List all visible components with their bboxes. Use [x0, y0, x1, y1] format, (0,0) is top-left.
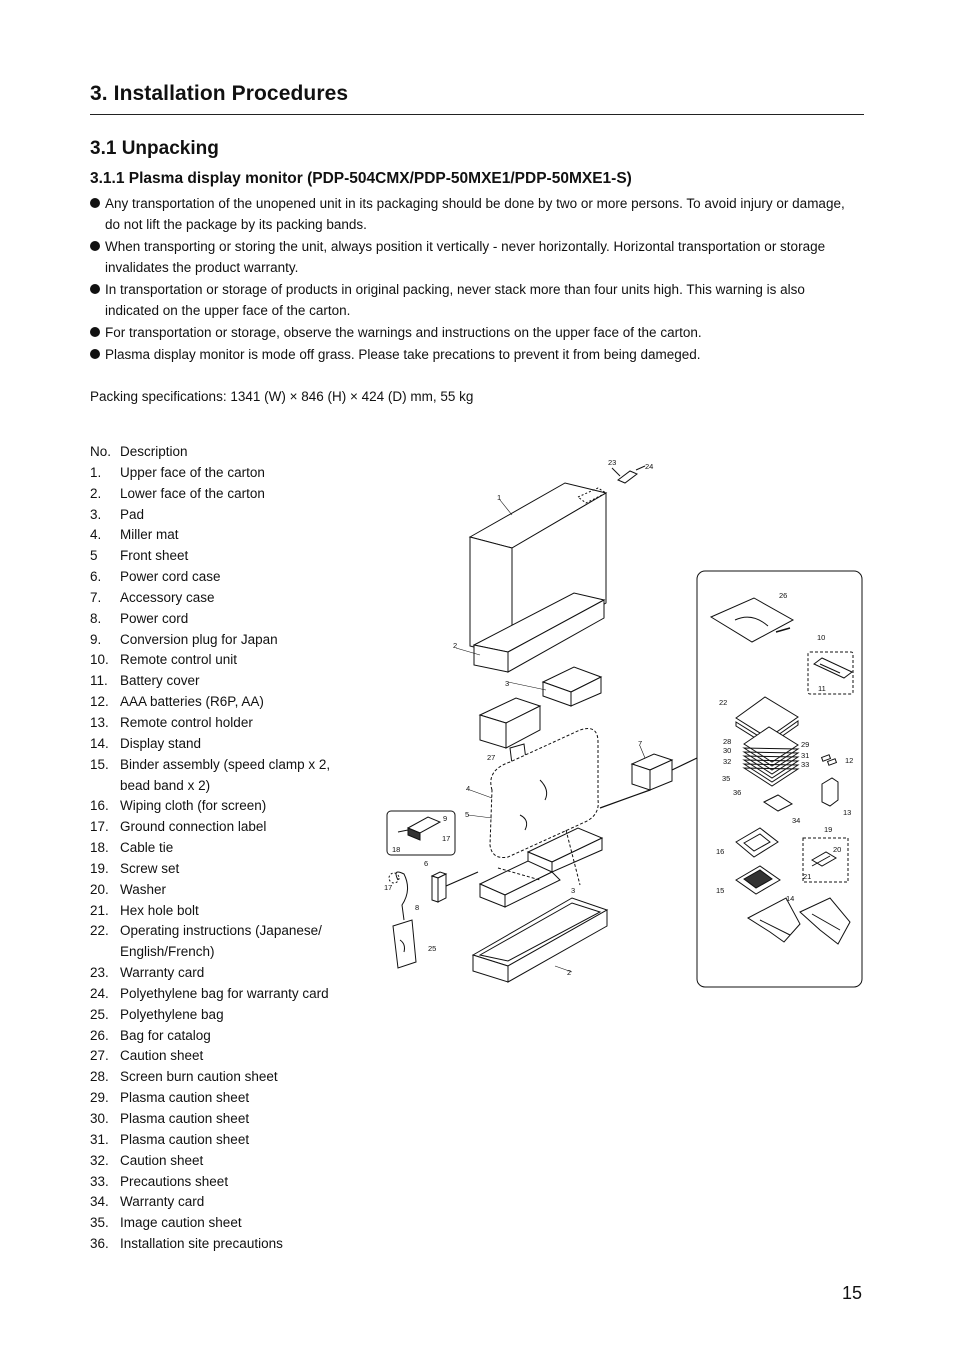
part-description: Warranty card: [120, 965, 205, 981]
warning-item: Any transportation of the unopened unit in its packaging should be done by two or more persons. To avoid injury or damage, do not lift the package by its packing bands.: [90, 193, 862, 235]
page-number: 15: [842, 1283, 863, 1303]
callout-14: 14: [786, 894, 795, 903]
warning-item: For transportation or storage, observe the warnings and instructions on the upper face of the carton.: [90, 322, 862, 343]
callout-24: 24: [645, 462, 654, 471]
part-number: 23.: [90, 965, 109, 981]
part-description: Cable tie: [120, 840, 174, 856]
callout-36: 36: [733, 788, 742, 797]
callout-4: 4: [466, 784, 471, 793]
conversion-plug-illustration: [398, 817, 440, 840]
callout-34: 34: [792, 816, 801, 825]
callout-15: 15: [716, 886, 725, 895]
part-description: Remote control holder: [120, 714, 253, 730]
callout-33: 33: [801, 760, 810, 769]
callout-22: 22: [719, 698, 728, 707]
part-description: Installation site precautions: [120, 1236, 283, 1252]
part-number: 17.: [90, 819, 109, 835]
callout-31: 31: [801, 751, 810, 760]
part-number: 31.: [90, 1131, 109, 1147]
part-number: 4.: [90, 527, 102, 543]
part-number: 22.: [90, 923, 109, 939]
callout-32: 32: [723, 757, 732, 766]
part-number: 3.: [90, 506, 102, 522]
part-number: 11.: [90, 673, 108, 689]
part-description: Display stand: [120, 735, 202, 751]
warranty-card-illustration: [612, 466, 645, 483]
callout-10: 10: [817, 633, 826, 642]
part-number: 18.: [90, 840, 109, 856]
callout-2b: 2: [567, 968, 572, 977]
part-description: Battery cover: [120, 673, 200, 689]
callout-6: 6: [424, 859, 429, 868]
subsection-heading: 3.1.1 Plasma display monitor (PDP-504CMX/PDP-50MXE1/PDP-50MXE1-S): [90, 170, 632, 187]
part-number: 16.: [90, 798, 109, 814]
callout-9: 9: [443, 814, 448, 823]
callout-7: 7: [638, 739, 643, 748]
part-description: Remote control unit: [120, 652, 238, 668]
part-number: 34.: [90, 1194, 109, 1210]
callout-16: 16: [716, 847, 725, 856]
callout-19: 19: [824, 825, 833, 834]
callout-27: 27: [487, 753, 496, 762]
part-description: Power cord case: [120, 569, 221, 585]
callout-3: 3: [505, 679, 510, 688]
power-cord-case-illustration: [432, 872, 446, 902]
part-number: 25.: [90, 1006, 109, 1022]
callout-26: 26: [779, 591, 788, 600]
callout-2: 2: [453, 641, 458, 650]
part-description: Pad: [120, 506, 145, 522]
callout-18: 18: [392, 845, 401, 854]
callout-13: 13: [843, 808, 852, 817]
warning-item: In transportation or storage of products in original packing, never stack more than four units high. This warning is also indicated on the upper face of the carton.: [90, 279, 862, 321]
pad-upper-illustration: [543, 667, 601, 706]
section-heading: 3.1 Unpacking: [90, 138, 219, 159]
callout-21: 21: [803, 872, 812, 881]
pad-left-illustration: [480, 698, 540, 748]
part-description: Bag for catalog: [120, 1027, 211, 1043]
part-number: 14.: [90, 735, 109, 751]
part-description: Lower face of the carton: [120, 485, 265, 501]
part-number: 29.: [90, 1090, 109, 1106]
callout-17b: 17: [384, 883, 393, 892]
part-number: 20.: [90, 881, 109, 897]
part-description: Plasma caution sheet: [120, 1111, 250, 1126]
part-number: 32.: [90, 1152, 109, 1168]
part-number: 6.: [90, 569, 102, 585]
part-description: Caution sheet: [120, 1048, 204, 1064]
part-description: Plasma caution sheet: [120, 1090, 250, 1106]
parts-list-header: No. Description: [90, 444, 188, 459]
part-description: Miller mat: [120, 527, 179, 543]
part-description: Binder assembly (speed clamp x 2, bead band x 2): [120, 756, 331, 793]
page-title: 3. Installation Procedures: [90, 82, 349, 105]
callout-8: 8: [415, 903, 420, 912]
part-number: 19.: [90, 860, 109, 876]
callout-35: 35: [722, 774, 731, 783]
part-description: Screw set: [120, 860, 180, 876]
warning-item: Plasma display monitor is mode off grass. Please take precations to prevent it from being dameged.: [90, 344, 862, 365]
part-description: Operating instructions (Japanese/ English/French): [120, 923, 322, 960]
part-description: Power cord: [120, 610, 189, 626]
part-number: 28.: [90, 1069, 109, 1085]
part-description: Accessory case: [120, 589, 215, 605]
part-description: Hex hole bolt: [120, 902, 199, 918]
part-number: 33.: [90, 1173, 109, 1189]
part-number: 27.: [90, 1048, 109, 1064]
part-description: AAA batteries (R6P, AA): [120, 694, 264, 710]
callout-17: 17: [442, 834, 451, 843]
part-number: 35.: [90, 1215, 109, 1231]
part-description: Screen burn caution sheet: [120, 1069, 278, 1085]
part-number: 13.: [90, 714, 109, 730]
packing-specifications: Packing specifications: 1341 (W) × 846 (H) × 424 (D) mm, 55 kg: [90, 389, 474, 404]
power-cord-illustration: [396, 872, 408, 920]
remote-holder-illustration: [822, 778, 838, 806]
lower-carton-tray-illustration: [473, 898, 607, 982]
part-description: Upper face of the carton: [120, 464, 265, 480]
part-number: 2.: [90, 485, 102, 501]
warning-item: When transporting or storing the unit, always position it vertically - never horizontally. Horizontal transportation or storage invalidates the product warranty.: [90, 236, 862, 278]
part-description: Warranty card: [120, 1194, 205, 1210]
callout-29: 29: [801, 740, 810, 749]
part-number: 12.: [90, 694, 109, 710]
callout-30: 30: [723, 746, 732, 755]
part-number: 24.: [90, 985, 109, 1001]
part-description: Polyethylene bag: [120, 1006, 224, 1022]
callout-1: 1: [497, 493, 502, 502]
part-description: Conversion plug for Japan: [120, 631, 278, 647]
part-description: Image caution sheet: [120, 1215, 242, 1231]
part-description: Polyethylene bag for warranty card: [120, 985, 329, 1001]
callout-3b: 3: [571, 886, 576, 895]
part-description: Caution sheet: [120, 1152, 204, 1168]
callout-23: 23: [608, 458, 617, 467]
part-description: Wiping cloth (for screen): [120, 798, 267, 814]
callout-28: 28: [723, 737, 732, 746]
part-number: 15.: [90, 756, 109, 772]
callout-12: 12: [845, 756, 854, 765]
part-number: 36.: [90, 1236, 109, 1252]
part-number: 21.: [90, 902, 109, 918]
callout-5: 5: [465, 810, 470, 819]
callout-20: 20: [833, 845, 842, 854]
part-number: 5: [90, 548, 98, 564]
polyethylene-bag-illustration: [393, 920, 416, 968]
part-number: 30.: [90, 1111, 109, 1126]
part-number: 26.: [90, 1027, 109, 1043]
part-description: Precautions sheet: [120, 1173, 229, 1189]
part-number: 7.: [90, 589, 102, 605]
part-description: Plasma caution sheet: [120, 1131, 250, 1147]
accessory-case-illustration: [632, 754, 672, 790]
part-number: 1.: [90, 464, 102, 480]
part-number: 8.: [90, 610, 102, 626]
callout-25: 25: [428, 944, 437, 953]
part-number: 10.: [90, 652, 109, 668]
callout-11: 11: [818, 684, 826, 693]
part-number: 9.: [90, 631, 102, 647]
part-description: Front sheet: [120, 548, 189, 564]
part-description: Washer: [120, 881, 167, 897]
part-description: Ground connection label: [120, 819, 267, 835]
